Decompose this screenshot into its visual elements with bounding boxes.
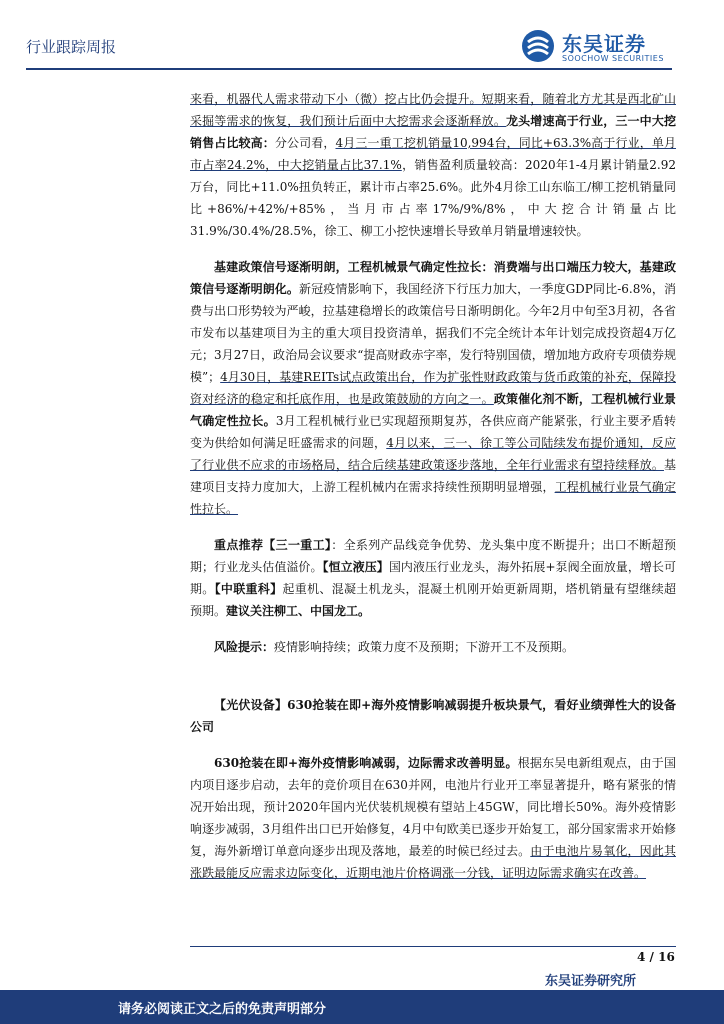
text: ：全系列产品线竞争优势、龙头集中度不断提升；出口不断超预期；行业龙头估值溢价。 xyxy=(190,538,676,574)
header-divider xyxy=(26,68,672,70)
text-bold: 龙头增速高于行业，三一中大挖销售占比较高： xyxy=(190,114,676,150)
paragraph-risk xyxy=(190,636,676,658)
risk-label: 风险提示： xyxy=(214,640,275,654)
text-bold: 政策催化剂不断，工程机械行业景气确定性拉长。 xyxy=(190,392,676,428)
report-type: 行业跟踪周报 xyxy=(26,38,117,56)
text-bold: 630抢装在即+海外疫情影响减弱，边际需求改善明显。 xyxy=(214,756,518,770)
text-underlined: 4月以来，三一、徐工等公司陆续发布提价通知，反应了行业供不应求的市场格局，结合后续基建政策逐步落地，全年行业需求有望持续释放。 xyxy=(190,436,676,472)
text: 基建项目支持力度加大，上游工程机械内在需求持续性预期明显增强， xyxy=(190,458,676,494)
paragraph-pv-demand xyxy=(190,752,676,884)
recommend-label: 重点推荐 xyxy=(214,538,264,552)
paragraph-infrastructure-policy xyxy=(190,256,676,520)
text-bold: 建议关注柳工、中国龙工。 xyxy=(226,604,371,618)
text-underlined: 工程机械行业景气确定性拉长。 xyxy=(190,480,676,516)
footer-divider xyxy=(190,946,676,947)
stock-sany: 【三一重工】 xyxy=(263,538,332,552)
risk-text: 疫情影响持续；政策力度不及预期；下游开工不及预期。 xyxy=(274,640,575,654)
footer-bar xyxy=(0,990,724,1024)
disclaimer-text: 请务必阅读正文之后的免责声明部分 xyxy=(118,1002,327,1017)
text-underlined: 来看，机器代人需求带动下小（微）挖占比仍会提升。短期来看，随着北方尤其是西北矿山采掘等需求的恢复，我们预计后面中大挖需求会逐渐释放。 xyxy=(190,92,676,128)
paragraph-recommendations xyxy=(190,534,676,622)
document-body xyxy=(190,88,676,884)
stock-hengli: 【恒立液压】 xyxy=(322,560,389,574)
text-underlined: 4月三一重工挖机销量10,994台，同比+63.3%高于行业，单月市占率24.2%，中大挖销量占比37.1% xyxy=(190,136,676,172)
text: 分公司看， xyxy=(274,136,336,150)
institute-name: 东吴证券研究所 xyxy=(545,974,637,989)
section-title: 【光伏设备】630抢装在即+海外疫情影响减弱提升板块景气，看好业绩弹性大的设备公司 xyxy=(190,698,676,734)
text-underlined: 4月30日，基建REITs试点政策出台，作为扩张性财政政策与货币政策的补充，保障投资对经济的稳定和托底作用，也是政策鼓励的方向之一。 xyxy=(190,370,676,406)
text: 根据东吴电新组观点，由于国内项目逐步启动，去年的竞价项目在630并网，电池片行业开工率显著提升，略有紧张的情况开始出现，预计2020年国内光伏装机规模有望站上45GW，同比增长50%。海外疫情影响逐步减弱，3月组件出口已开始修复，4月中旬欧美已逐步开始复工，部分国家需求开始修复，海外新增订单意向逐步出现及落地，最差的时候已经过去。 xyxy=(190,756,676,858)
text: 国内液压行业龙头，海外拓展+泵阀全面放量，增长可期。 xyxy=(190,560,676,596)
text: ，销售盈利质量较高：2020年1-4月累计销量2.92万台，同比+11.0%扭负转正，累计市占率25.6%。此外4月徐工山东临工/柳工挖机销量同比+86%/+42%/+85%，当月市占率17%/9%/8%，中大挖合计销量占比31.9%/30.4%/28.5%，徐工、柳工小挖快速增长导致单月销量增速较快。 xyxy=(190,158,676,238)
stock-zoomlion: 【中联重科】 xyxy=(214,582,283,596)
section-title-pv xyxy=(190,694,676,738)
text: 3月工程机械行业已实现超预期复苏，各供应商产能紧张，行业主要矛盾转变为供给如何满足旺盛需求的问题， xyxy=(190,414,676,450)
logo-name-en: SOOCHOW SECURITIES xyxy=(562,54,664,63)
soochow-logo-icon xyxy=(520,28,556,64)
text: 起重机、混凝土机龙头，混凝土机刚开始更新周期，塔机销量有望继续超预期。 xyxy=(190,582,676,618)
paragraph-excavator xyxy=(190,88,676,242)
text-underlined: 由于电池片易氧化，因此其涨跌最能反应需求边际变化，近期电池片价格调涨一分钱，证明边际需求确实在改善。 xyxy=(190,844,676,880)
logo-name-cn: 东吴证券 xyxy=(562,32,646,56)
text: 新冠疫情影响下，我国经济下行压力加大，一季度GDP同比-6.8%，消费与出口形势较为严峻，拉基建稳增长的政策信号日渐明朗化。今年2月中旬至3月初，各省市发布以基建项目为主的重大项目投资清单，据我们不完全统计本年计划完成投资超4万亿元；3月27日，政治局会议要求“提高财政赤字率，发行特别国债，增加地方政府专项债券规模”； xyxy=(190,282,676,384)
logo xyxy=(520,28,670,66)
page-number: 4 / 16 xyxy=(637,950,675,964)
text-bold: 基建政策信号逐渐明朗，工程机械景气确定性拉长：消费端与出口端压力较大，基建政策信号逐渐明朗化。 xyxy=(190,260,676,296)
